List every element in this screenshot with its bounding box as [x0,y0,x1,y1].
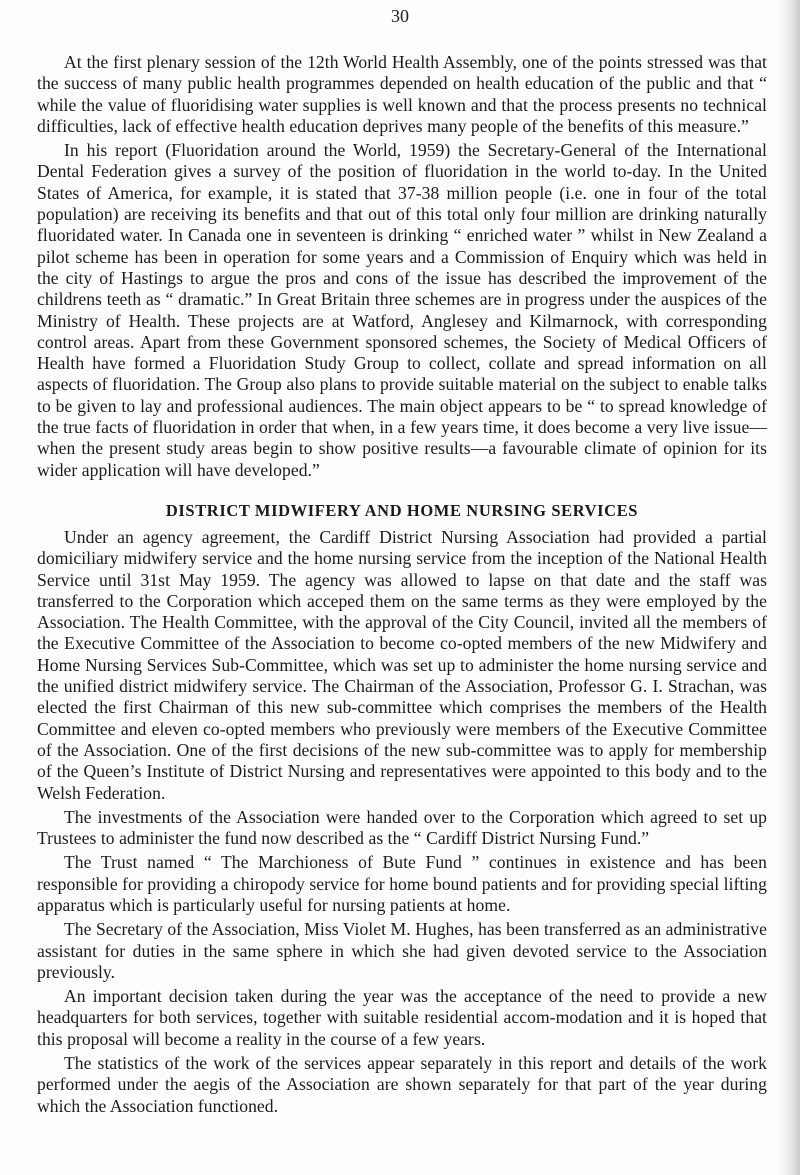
paragraph-world-health-assembly: At the first plenary session of the 12th World Health Assembly, one of the points stressed was that the success of many public health programmes depended on health education of the public and that “ while the value of fluoridising water supplies is well known and that the process presents no technical difficulties, lack of effective health education deprives many people of the benefits of this measure.” [37,52,767,136]
paragraph-fluoridation-report: In his report (Fluoridation around the World, 1959) the Secretary-General of the International Dental Federation gives a survey of the position of fluoridation in the world to-day. In the United States of America, for example, it is stated that 37-38 million people (i.e. one in four of the total population) are receiving its benefits and that out of this total only four million are drinking naturally fluoridated water. In Canada one in seventeen is drinking “ enriched water ” whilst in New Zealand a pilot scheme has been in operation for some years and a Commission of Enquiry which was held in the city of Hastings to argue the pros and cons of the issue has described the improvement of the childrens teeth as “ dramatic.” In Great Britain three schemes are in progress under the auspices of the Ministry of Health. These projects are at Watford, Anglesey and Kilmarnock, with corresponding control areas. Apart from these Government sponsored schemes, the Society of Medical Officers of Health have formed a Fluoridation Study Group to collect, collate and spread information on all aspects of fluoridation. The Group also plans to provide suitable material on the subject to enable talks to be given to lay and professional audiences. The main object appears to be “ to spread knowledge of the true facts of fluoridation in order that when, in a few years time, it does become a very live issue—when the present study areas begin to show positive results—a favourable climate of opinion for its wider application will have developed.” [37,140,767,480]
paragraph-secretary: The Secretary of the Association, Miss Violet M. Hughes, has been transferred as an administrative assistant for duties in the same sphere in which she had given devoted service to the Association previously. [37,919,767,982]
page-number: 30 [391,6,409,26]
paragraph-investments: The investments of the Association were handed over to the Corporation which agreed to set up Trustees to administer the fund now described as the “ Cardiff District Nursing Fund.” [37,806,767,849]
paragraph-agency-agreement: Under an agency agreement, the Cardiff District Nursing Association had provided a partial domiciliary midwifery service and the home nursing service from the inception of the National Health Service until 31st May 1959. The agency was allowed to lapse on that date and the staff was transferred to the Corporation which acceped them on the same terms as they were employed by the Association. The Health Committee, with the approval of the City Council, invited all the members of the Executive Committee of the Association to become co-opted members of the new Midwifery and Home Nursing Services Sub-Committee, which was set up to administer the home nursing service and the unified district midwifery service. The Chairman of the Association, Professor G. I. Strachan, was elected the first Chairman of this new sub-committee which comprises the members of the Health Committee and eleven co-opted members who previously were members of the Executive Committee of the Association. One of the first decisions of the new sub-committee was to apply for membership of the Queen’s Institute of District Nursing and representatives were appointed to this body and to the Welsh Federation. [37,526,767,803]
paragraph-marchioness-fund: The Trust named “ The Marchioness of Bute Fund ” continues in existence and has been responsible for providing a chiropody service for home bound patients and for providing special lifting apparatus which is particularly useful for nursing patients at home. [37,852,767,915]
section-heading-midwifery-nursing: DISTRICT MIDWIFERY AND HOME NURSING SERVICES [165,500,639,520]
page-content [37,52,767,1120]
paragraph-statistics: The statistics of the work of the services appear separately in this report and details of the work performed under the aegis of the Association are shown separately for that part of the year during which the Association functioned. [37,1053,767,1116]
page-edge-shadow [778,0,800,1175]
paragraph-headquarters: An important decision taken during the year was the acceptance of the need to provide a new headquarters for both services, together with suitable residential accom-modation and it is hoped that this proposal will become a reality in the course of a few years. [37,986,767,1049]
